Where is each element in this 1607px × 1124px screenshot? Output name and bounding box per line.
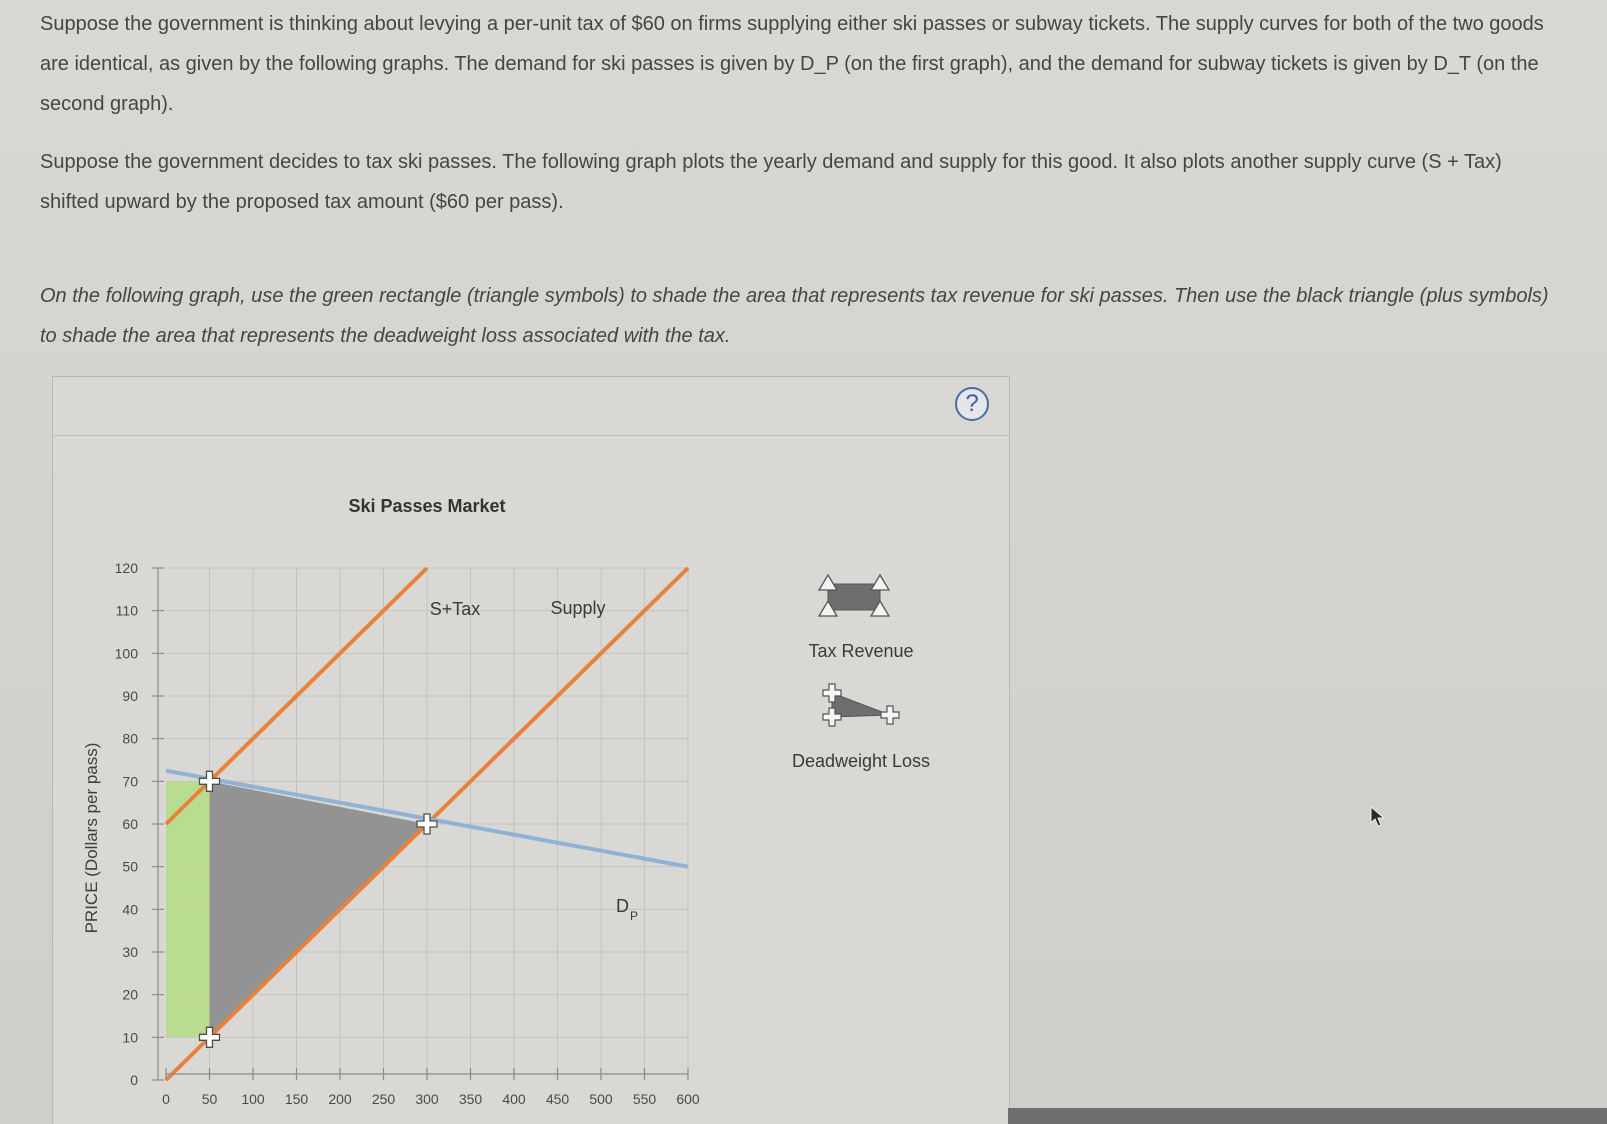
instruction-text-3: On the following graph, use the green rectangle (triangle symbols) to shade the area that represents tax revenue for ski passes. Then use the black triangle (plus symbols) to shade the area that represents the deadweight loss associated with the tax. xyxy=(40,285,1549,347)
x-tick-label: 450 xyxy=(545,1091,570,1107)
y-tick-label: 30 xyxy=(122,944,138,960)
y-tick-label: 100 xyxy=(114,645,138,662)
y-tick-label: 0 xyxy=(130,1072,138,1088)
s-plus-tax-label: S+Tax xyxy=(429,599,481,619)
help-icon: ? xyxy=(965,390,979,417)
window-bottom-bar xyxy=(1008,1108,1607,1124)
x-tick-label: 100 xyxy=(241,1091,265,1107)
deadweight-loss-label: Deadweight Loss xyxy=(791,751,931,771)
tax-revenue-label: Tax Revenue xyxy=(808,641,914,661)
chart-title: Ski Passes Market xyxy=(348,496,506,516)
instruction-text-1: Suppose the government is thinking about levying a per-unit tax of $60 on firms supplying either ski passes or subway tickets. The supply curves for both of the two goods are identical, as given by the following graphs. The demand for ski passes is given by D_P (on the first graph), and the demand for subway tickets is given by D_T (on the second graph). xyxy=(40,13,1544,115)
instruction-text-2: Suppose the government decides to tax ski passes. The following graph plots the yearly demand and supply for this good. It also plots another supply curve (S + Tax) shifted upward by the proposed tax amount ($60 per pass). xyxy=(40,151,1502,213)
x-tick-label: 550 xyxy=(632,1091,657,1107)
x-tick-label: 600 xyxy=(676,1091,700,1107)
x-tick-label: 200 xyxy=(328,1091,352,1107)
y-tick-label: 60 xyxy=(122,816,138,832)
x-tick-label: 50 xyxy=(201,1091,218,1107)
x-tick-label: 400 xyxy=(502,1091,526,1107)
demand-label: D xyxy=(616,896,629,916)
y-tick-label: 70 xyxy=(122,773,138,790)
legend xyxy=(792,575,930,771)
y-tick-label: 90 xyxy=(122,688,138,704)
x-tick-label: 150 xyxy=(284,1091,309,1107)
y-tick-label: 20 xyxy=(122,986,138,1003)
plus-icon xyxy=(881,706,899,724)
x-tick-label: 0 xyxy=(162,1091,170,1107)
x-tick-label: 250 xyxy=(371,1091,396,1107)
y-tick-label: 40 xyxy=(122,901,138,918)
y-tick-label: 10 xyxy=(122,1029,138,1046)
x-tick-label: 300 xyxy=(415,1091,439,1107)
plus-shape xyxy=(881,706,899,724)
y-axis-label: PRICE (Dollars per pass) xyxy=(82,742,101,934)
triangle-icon xyxy=(819,575,837,590)
mouse-cursor-icon xyxy=(1370,806,1388,833)
x-tick-label: 500 xyxy=(589,1091,613,1107)
deadweight-loss-tool[interactable] xyxy=(823,684,899,726)
y-tick-label: 120 xyxy=(114,560,138,576)
supply-label: Supply xyxy=(550,598,606,618)
y-tick-label: 110 xyxy=(115,602,138,619)
y-tick-label: 80 xyxy=(122,730,138,747)
demand-label-subscript: P xyxy=(630,909,639,923)
y-tick-label: 50 xyxy=(122,858,138,875)
x-tick-label: 350 xyxy=(458,1091,483,1107)
triangle-icon xyxy=(871,575,889,590)
tax-revenue-tool[interactable] xyxy=(819,575,889,616)
